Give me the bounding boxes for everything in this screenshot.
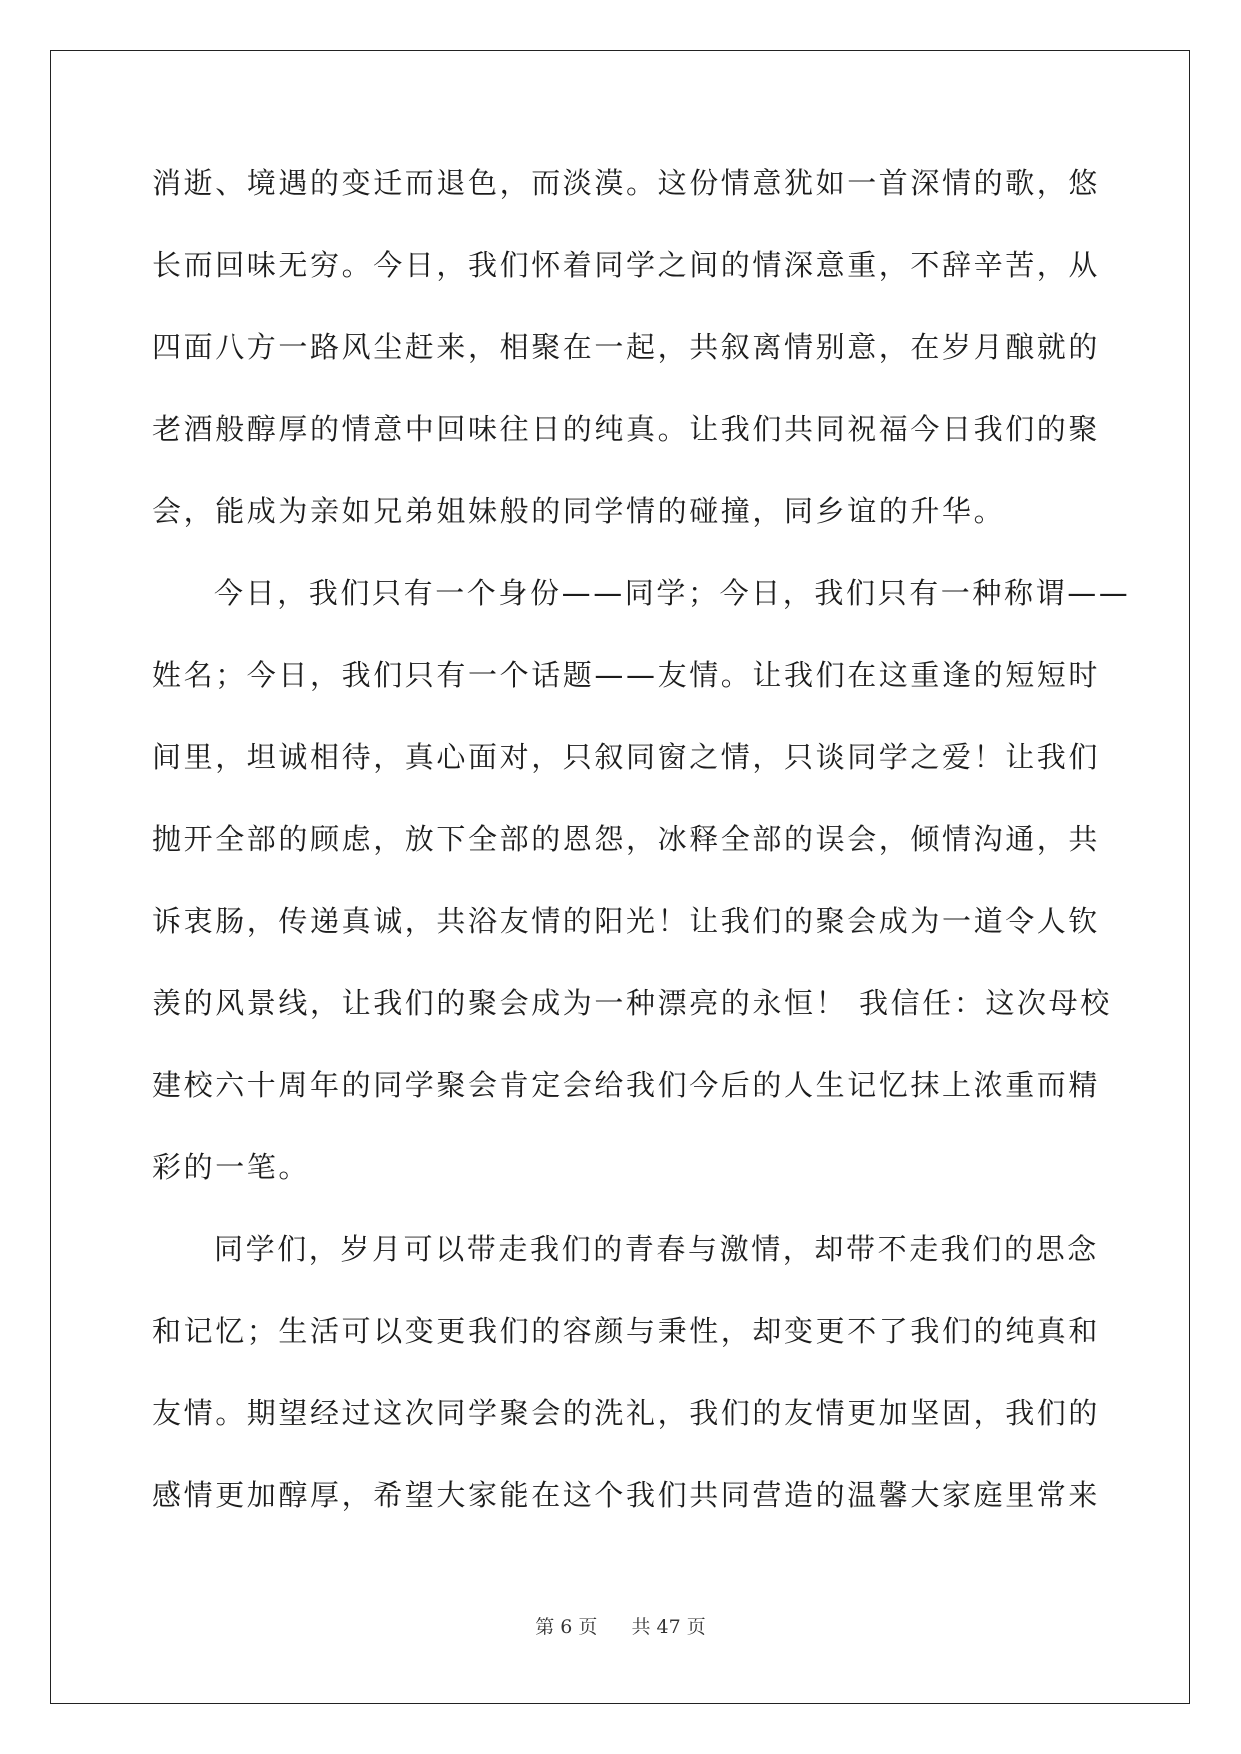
text-line: 长而回味无穷。今日，我们怀着同学之间的情深意重，不辞辛苦，从	[152, 248, 1101, 282]
text-line: 羡的风景线，让我们的聚会成为一种漂亮的永恒！ 我信任：这次母校	[152, 986, 1112, 1020]
document-body	[152, 160, 1131, 1554]
page-footer	[0, 1612, 1241, 1639]
text-line: 姓名；今日，我们只有一个话题——友情。让我们在这重逢的短短时	[152, 658, 1101, 692]
text-line: 感情更加醇厚，希望大家能在这个我们共同营造的温馨大家庭里常来	[152, 1478, 1101, 1512]
paragraph-start-line: 同学们，岁月可以带走我们的青春与激情，却带不走我们的思念	[214, 1232, 1099, 1266]
text-line: 消逝、境遇的变迁而退色，而淡漠。这份情意犹如一首深情的歌，悠	[152, 166, 1101, 200]
text-line: 友情。期望经过这次同学聚会的洗礼，我们的友情更加坚固，我们的	[152, 1396, 1101, 1430]
text-line: 老酒般醇厚的情意中回味往日的纯真。让我们共同祝福今日我们的聚	[152, 412, 1101, 446]
paragraph-start-line: 今日，我们只有一个身份——同学；今日，我们只有一种称谓——	[214, 576, 1131, 610]
text-line: 会，能成为亲如兄弟姐妹般的同学情的碰撞，同乡谊的升华。	[152, 494, 1006, 528]
text-line: 抛开全部的顾虑，放下全部的恩怨，冰释全部的误会，倾情沟通，共	[152, 822, 1101, 856]
text-line: 诉衷肠，传递真诚，共浴友情的阳光！让我们的聚会成为一道令人钦	[152, 904, 1101, 938]
text-line: 和记忆；生活可以变更我们的容颜与秉性，却变更不了我们的纯真和	[152, 1314, 1101, 1348]
text-line: 建校六十周年的同学聚会肯定会给我们今后的人生记忆抹上浓重而精	[152, 1068, 1101, 1102]
page-number: 第 6 页	[535, 1616, 598, 1638]
text-line: 彩的一笔。	[152, 1150, 311, 1184]
total-pages: 共 47 页	[631, 1616, 706, 1638]
text-line: 四面八方一路风尘赶来，相聚在一起，共叙离情别意，在岁月酿就的	[152, 330, 1101, 364]
text-line: 间里，坦诚相待，真心面对，只叙同窗之情，只谈同学之爱！让我们	[152, 740, 1101, 774]
